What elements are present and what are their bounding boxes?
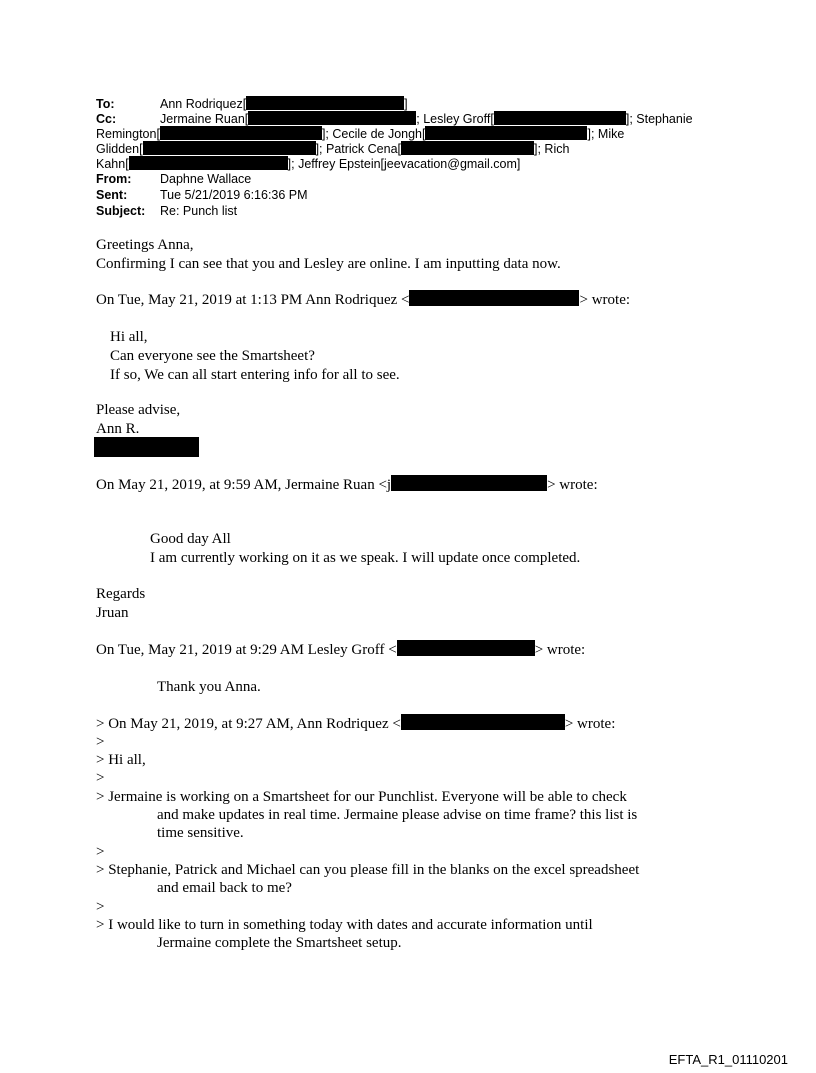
subject-row (96, 204, 237, 219)
redaction-box (129, 156, 288, 170)
quote-header-4: > On May 21, 2019, at 9:27 AM, Ann Rodriquez < > wrote: (96, 716, 616, 732)
redaction-box (94, 437, 199, 457)
cc-row-4: Kahn[ ]; Jeffrey Epstein[jeevacation@gmail.com] (96, 157, 521, 171)
quote4-p2-line2: and email back to me? (157, 880, 292, 896)
quote4-p2-line1: > Stephanie, Patrick and Michael can you please fill in the blanks on the excel spreadsheet (96, 862, 640, 878)
subject-label: Subject: (96, 204, 146, 218)
subject-value: Re: Punch list (160, 204, 238, 218)
to-label: To: (96, 97, 115, 111)
quote1-signature: Ann R. (96, 421, 140, 437)
quote4-p1-line2: and make updates in real time. Jermaine please advise on time frame? this list is (157, 807, 638, 823)
cc-row-3: Glidden[ ]; Patrick Cena[ ]; Rich (96, 142, 570, 156)
redaction-box (397, 640, 535, 656)
quote-header-2: On May 21, 2019, at 9:59 AM, Jermaine Ruan <j > wrote: (96, 477, 598, 493)
quote2-regards: Regards (96, 586, 146, 602)
quote1-line3: If so, We can all start entering info for all to see. (110, 367, 400, 383)
from-label: From: (96, 172, 132, 186)
quote4-hi: > Hi all, (96, 752, 146, 768)
quote4-gt: > (96, 770, 105, 786)
quote-header-3: On Tue, May 21, 2019 at 9:29 AM Lesley Groff < > wrote: (96, 642, 586, 658)
quote1-line1: Hi all, (110, 329, 148, 345)
quote4-gt: > (96, 734, 105, 750)
greeting: Greetings Anna, (96, 237, 194, 253)
cc-row: Cc: Jermaine Ruan[ ; Lesley Groff[ ]; Stephanie (96, 112, 693, 126)
sent-value: Tue 5/21/2019 6:16:36 PM (160, 188, 308, 202)
from-row (96, 172, 251, 187)
quote4-p1-line3: time sensitive. (157, 825, 244, 841)
quote4-p3-line1: > I would like to turn in something today with dates and accurate information until (96, 917, 593, 933)
quote1-advise: Please advise, (96, 402, 181, 418)
redaction-box (160, 126, 322, 140)
quote2-signature: Jruan (96, 605, 129, 621)
redaction-box (409, 290, 579, 306)
cc-row-2: Remington[ ]; Cecile de Jongh[ ]; Mike (96, 127, 625, 141)
from-value: Daphne Wallace (160, 172, 252, 186)
to-value: Ann Rodriquez[ (160, 97, 247, 111)
to-row: To: Ann Rodriquez[ ] (96, 97, 408, 111)
quote4-p1-line1: > Jermaine is working on a Smartsheet for our Punchlist. Everyone will be able to check (96, 789, 627, 805)
sent-label: Sent: (96, 188, 128, 202)
quote4-p3-line2: Jermaine complete the Smartsheet setup. (157, 935, 402, 951)
redaction-box (246, 96, 404, 110)
quote1-line2: Can everyone see the Smartsheet? (110, 348, 315, 364)
redaction-box (391, 475, 547, 491)
redaction-box (401, 141, 534, 155)
quote4-gt: > (96, 899, 105, 915)
quote3-line1: Thank you Anna. (157, 679, 261, 695)
redaction-box (248, 111, 416, 125)
redaction-box (425, 126, 587, 140)
quote2-line2: I am currently working on it as we speak. I will update once completed. (150, 550, 581, 566)
redaction-box (494, 111, 626, 125)
quote2-line1: Good day All (150, 531, 231, 547)
redaction-box (401, 714, 565, 730)
confirm-text: Confirming I can see that you and Lesley are online. I am inputting data now. (96, 256, 561, 272)
quote-header-1: On Tue, May 21, 2019 at 1:13 PM Ann Rodriquez < > wrote: (96, 292, 631, 308)
cc-label: Cc: (96, 112, 117, 126)
quote4-gt: > (96, 844, 105, 860)
sent-row (96, 188, 308, 203)
document-id: EFTA_R1_01110201 (668, 1052, 788, 1067)
redaction-box (143, 141, 316, 155)
